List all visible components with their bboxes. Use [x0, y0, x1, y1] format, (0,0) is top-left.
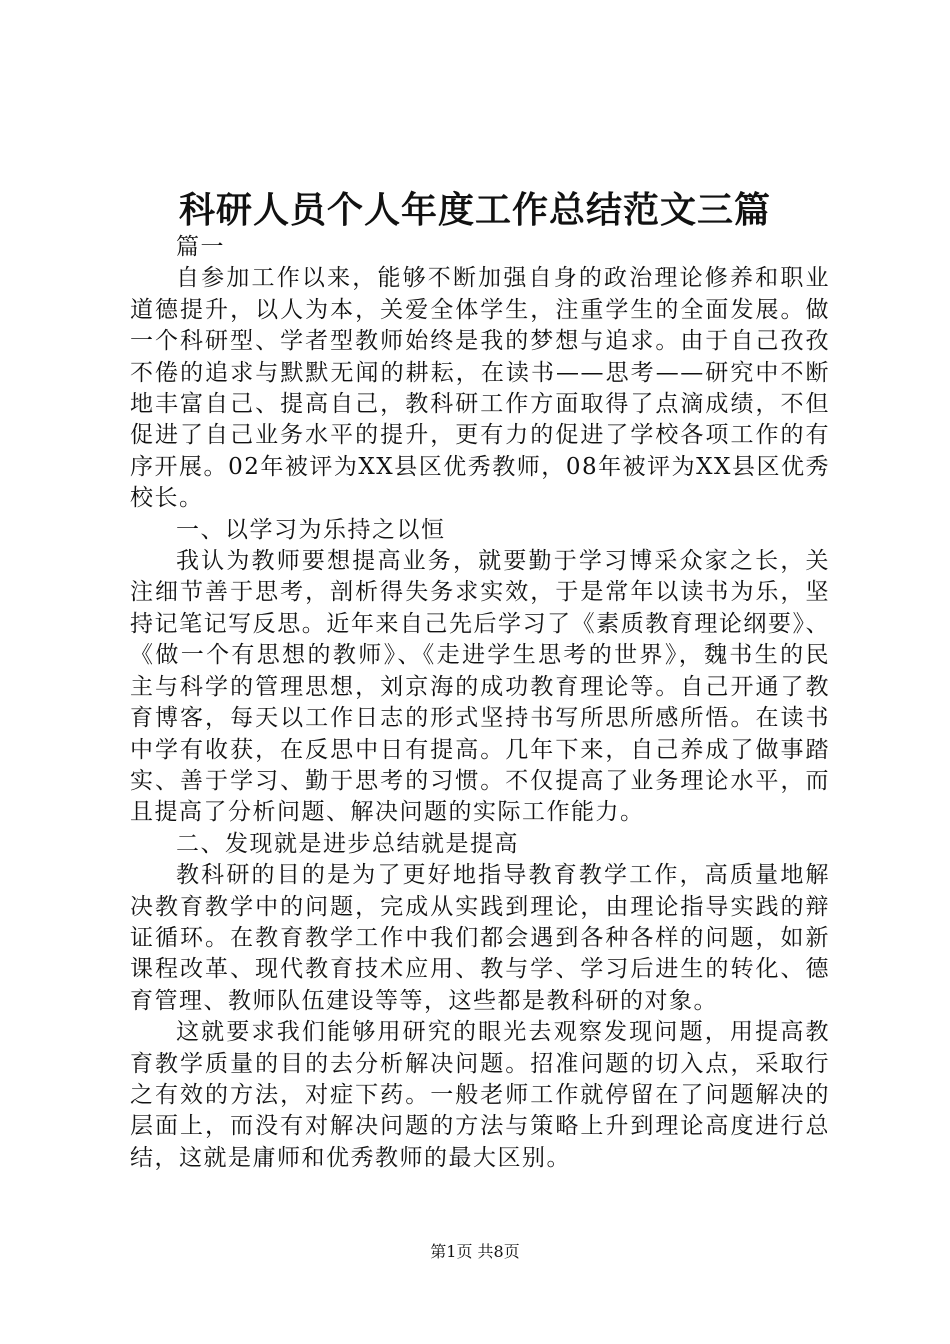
document-title: 科研人员个人年度工作总结范文三篇 — [178, 189, 771, 231]
paragraph: 我认为教师要想提高业务，就要勤于学习博采众家之长，关注细节善于思考，剖析得失务求实效，于是常年以读书为乐，坚持记笔记写反思。近年来自己先后学习了《素质教育理论纲要》、《做一个有思想的教师》、《走进学生思考的世界》，魏书生的民主与科学的管理思想，刘京海的成功教育理论等。自己开通了教育博客，每天以工作日志的形式坚持书写所思所感所悟。在读书中学有收获，在反思中日有提高。几年下来，自己养成了做事踏实、善于学习、勤于思考的习惯。不仅提高了业务理论水平，而且提高了分析问题、解决问题的实际工作能力。 — [130, 548, 830, 826]
section-heading: 一、以学习为乐持之以恒 — [176, 516, 446, 543]
page-footer: 第1页 共8页 — [430, 1242, 520, 1261]
paragraph: 这就要求我们能够用研究的眼光去观察发现问题，用提高教育教学质量的目的去分析解决问题。招准问题的切入点，采取行之有效的方法，对症下药。一般老师工作就停留在了问题解决的层面上，而没有对解决问题的方法与策略上升到理论高度进行总结，这就是庸师和优秀教师的最大区别。 — [130, 1019, 830, 1171]
paragraph: 教科研的目的是为了更好地指导教育教学工作，高质量地解决教育教学中的问题，完成从实践到理论，由理论指导实践的辩证循环。在教育教学工作中我们都会遇到各种各样的问题，如新课程改革、现代教育技术应用、教与学、学习后进生的转化、德育管理、教师队伍建设等等，这些都是教科研的对象。 — [130, 862, 830, 1014]
document-body — [130, 232, 830, 1174]
section-label: 篇一 — [176, 234, 225, 260]
paragraph: 自参加工作以来，能够不断加强自身的政治理论修养和职业道德提升，以人为本，关爱全体学生，注重学生的全面发展。做一个科研型、学者型教师始终是我的梦想与追求。由于自己孜孜不倦的追求与默默无闻的耕耘，在读书——思考——研究中不断地丰富自己、提高自己，教科研工作方面取得了点滴成绩，不但促进了自己业务水平的提升，更有力的促进了学校各项工作的有序开展。02年被评为XX县区优秀教师，08年被评为XX县区优秀校长。 — [130, 265, 830, 512]
section-heading: 二、发现就是进步总结就是提高 — [176, 830, 519, 857]
